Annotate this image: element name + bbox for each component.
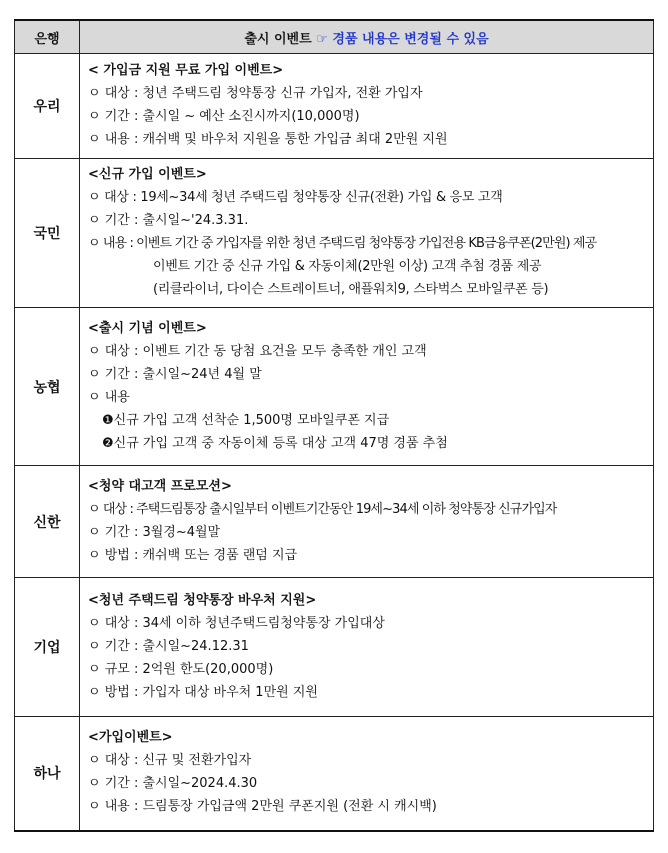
event-details: [80, 308, 654, 466]
bank-column-header: 은행: [15, 20, 80, 54]
bank-name: 신한: [15, 466, 80, 578]
event-details: [80, 466, 654, 578]
detail-line: ㅇ 대상 : 청년 주택드림 청약통장 신규 가입자, 전환 가입자: [88, 86, 423, 101]
table-row: [15, 308, 654, 466]
detail-line: ㅇ 대상 : 19세~34세 청년 주택드림 청약통장 신규(전환) 가입 & 응모 고객: [88, 190, 503, 205]
table-row: [15, 54, 654, 159]
detail-line: ㅇ 내용: [88, 389, 130, 405]
event-title: <신규 가입 이벤트>: [88, 167, 207, 182]
bank-name: 농협: [15, 308, 80, 466]
bank-name: 국민: [15, 159, 80, 308]
event-details: [80, 578, 654, 717]
table-header-row: [15, 20, 654, 54]
event-title: <청년 주택드림 청약통장 바우처 지원>: [88, 592, 317, 608]
table-row: [15, 159, 654, 308]
detail-line: ㅇ 내용 : 드림통장 가입금액 2만원 쿠폰지원 (전환 시 캐시백): [88, 799, 437, 815]
event-details: [80, 54, 654, 159]
detail-line: ㅇ 내용 : 이벤트 기간 중 가입자를 위한 청년 주택드림 청약통장 가입전용 KB금융쿠폰(2만원) 제공: [88, 236, 597, 251]
detail-line: ㅇ 기간 : 3월경~4월말: [88, 524, 221, 540]
numbered-item: ❷신규 가입 고객 중 자동이체 등록 대상 고객 47명 경품 추첨: [102, 435, 448, 451]
detail-line: ㅇ 기간 : 출시일 ~ 예산 소진시까지(10,000명): [88, 109, 360, 124]
event-title: <청약 대고객 프로모션>: [88, 478, 232, 494]
prize-change-note: ☞ 경품 내용은 변경될 수 있음: [316, 31, 489, 47]
table-row: [15, 578, 654, 717]
detail-line: ㅇ 기간 : 출시일~24년 4월 말: [88, 366, 262, 382]
bank-name: 하나: [15, 717, 80, 831]
detail-line-continued: 이벤트 기간 중 신규 가입 & 자동이체(2만원 이상) 고객 추첨 경품 제공: [153, 259, 542, 274]
event-title: <가입이벤트>: [88, 730, 173, 746]
event-details: [80, 159, 654, 308]
detail-line-continued: (리클라이너, 다이슨 스트레이트너, 애플워치9, 스타벅스 모바일쿠폰 등): [153, 282, 549, 297]
numbered-item: ❶신규 가입 고객 선착순 1,500명 모바일쿠폰 지급: [102, 412, 390, 428]
detail-line: ㅇ 규모 : 2억원 한도(20,000명): [88, 661, 274, 677]
detail-line: ㅇ 기간 : 출시일~24.12.31: [88, 638, 249, 654]
detail-line: ㅇ 대상 : 신규 및 전환가입자: [88, 753, 252, 769]
bank-name: 기업: [15, 578, 80, 717]
detail-line: ㅇ 기간 : 출시일~2024.4.30: [88, 776, 258, 792]
detail-line: ㅇ 방법 : 가입자 대상 바우처 1만원 지원: [88, 684, 318, 700]
detail-line: ㅇ 대상 : 이벤트 기간 동 당첨 요건을 모두 충족한 개인 고객: [88, 343, 427, 359]
detail-line: ㅇ 기간 : 출시일~'24.3.31.: [88, 213, 249, 228]
event-column-header: [80, 20, 654, 54]
detail-line: ㅇ 방법 : 캐쉬백 또는 경품 랜덤 지급: [88, 547, 298, 563]
event-title: < 가입금 지원 무료 가입 이벤트>: [88, 63, 284, 78]
table-row: [15, 466, 654, 578]
detail-line: ㅇ 대상 : 34세 이하 청년주택드림청약통장 가입대상: [88, 615, 385, 631]
detail-line: ㅇ 대상 : 주택드림통장 출시일부터 이벤트기간동안 19세~34세 이하 청약통장 신규가입자: [88, 501, 557, 517]
detail-line: ㅇ 내용 : 캐쉬백 및 바우처 지원을 통한 가입금 최대 2만원 지원: [88, 132, 448, 147]
bank-events-table: [14, 19, 654, 832]
event-column-title: 출시 이벤트: [244, 31, 312, 47]
table-row: [15, 717, 654, 831]
event-details: [80, 717, 654, 831]
event-title: <출시 기념 이벤트>: [88, 320, 207, 336]
bank-name: 우리: [15, 54, 80, 159]
